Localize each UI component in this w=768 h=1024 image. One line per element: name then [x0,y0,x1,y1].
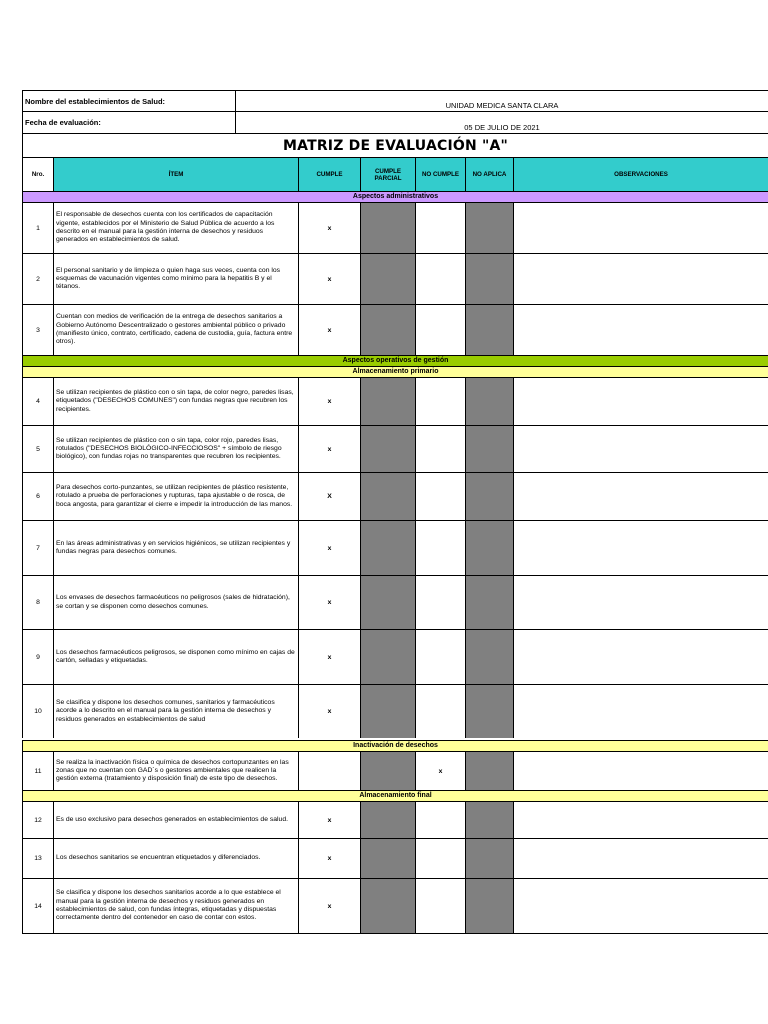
cumple-parcial-cell [361,752,416,790]
column-header [22,157,768,191]
nro-cell: 2 [23,254,54,304]
nro-cell: 12 [23,802,54,838]
observaciones-cell [514,839,768,878]
cumple-cell: x [299,839,361,878]
no-aplica-cell [466,879,514,933]
col-nro: Nro. [23,158,54,191]
cumple-cell: x [299,426,361,472]
cumple-parcial-cell [361,426,416,472]
nro-cell: 5 [23,426,54,472]
no-aplica-cell [466,839,514,878]
evaluation-matrix [22,90,768,934]
item-text: Se realiza la inactivación física o química de desechos cortopunzantes en las zonas que no cuentan con GAD´s o gestores ambientales que realicen la gestión externa (tratamiento y disposición final) de este tipo de desechos. [54,752,299,790]
item-text: Para desechos corto-punzantes, se utilizan recipientes de plástico resistente, rotulado a prueba de perforaciones y rupturas, tapa ajustable o de rosca, de boca angosta, para garantizar el cierre e impedir la introducción de las manos. [54,473,299,520]
col-observaciones: OBSERVACIONES [514,158,768,191]
section-operativos: Aspectos operativos de gestión [22,355,768,366]
no-cumple-cell [416,521,466,575]
section-inactivacion: Inactivación de desechos [22,740,768,751]
observaciones-cell [514,426,768,472]
cumple-cell: x [299,521,361,575]
table-row [22,202,768,253]
nro-cell: 7 [23,521,54,575]
no-cumple-cell [416,305,466,355]
no-aplica-cell [466,576,514,629]
cumple-parcial-cell [361,630,416,684]
cumple-cell: x [299,802,361,838]
no-cumple-cell [416,839,466,878]
item-text: Cuentan con medios de verificación de la entrega de desechos sanitarios a Gobierno Autónomo Descentralizado o gestores ambiental público o privado (manifiesto único, contrato, certificado, cadena de custodia, guía, factura entre otros). [54,305,299,355]
no-cumple-cell [416,630,466,684]
table-row [22,425,768,472]
table-row [22,575,768,629]
nro-cell: 9 [23,630,54,684]
no-aplica-cell [466,473,514,520]
no-aplica-cell [466,630,514,684]
cumple-parcial-cell [361,879,416,933]
no-aplica-cell [466,305,514,355]
no-aplica-cell [466,685,514,738]
cumple-cell: x [299,576,361,629]
section-primario: Almacenamiento primario [22,366,768,377]
table-row [22,253,768,304]
item-text: Se clasifica y dispone los desechos sanitarios acorde a lo que establece el manual para la gestión interna de desechos y residuos generados en establecimientos de salud, con fundas íntegras, etiquetadas y dispuestas correctamente dentro del contenedor en caso de contar con estos. [54,879,299,933]
observaciones-cell [514,576,768,629]
observaciones-cell [514,473,768,520]
cumple-parcial-cell [361,802,416,838]
section-final: Almacenamiento final [22,790,768,801]
item-text: En las áreas administrativas y en servicios higiénicos, se utilizan recipientes y fundas negras para desechos comunes. [54,521,299,575]
observaciones-cell [514,752,768,790]
item-text: Los desechos sanitarios se encuentran etiquetados y diferenciados. [54,839,299,878]
no-aplica-cell [466,426,514,472]
col-no-cumple: NO CUMPLE [416,158,466,191]
no-cumple-cell [416,378,466,425]
page-title: MATRIZ DE EVALUACIÓN "A" [22,133,768,157]
cumple-parcial-cell [361,521,416,575]
cumple-cell: x [299,685,361,738]
item-text: Se clasifica y dispone los desechos comunes, sanitarios y farmacéuticos acorde a lo descrito en el manual para la gestión interna de desechos y residuos generados en establecimientos de salud [54,685,299,738]
nro-cell: 10 [23,685,54,738]
nro-cell: 3 [23,305,54,355]
cumple-cell: x [299,203,361,253]
no-cumple-cell [416,473,466,520]
no-cumple-cell [416,254,466,304]
matrix-body [22,191,768,934]
date-label: Fecha de evaluación: [23,112,236,133]
cumple-cell: x [299,630,361,684]
observaciones-cell [514,802,768,838]
date-value: 05 DE JULIO DE 2021 [464,123,540,132]
table-row [22,472,768,520]
nro-cell: 6 [23,473,54,520]
no-cumple-cell [416,576,466,629]
no-aplica-cell [466,752,514,790]
no-cumple-cell [416,426,466,472]
table-row [22,304,768,355]
observaciones-cell [514,879,768,933]
observaciones-cell [514,203,768,253]
no-cumple-cell [416,879,466,933]
no-aplica-cell [466,521,514,575]
item-text: El responsable de desechos cuenta con los certificados de capacitación vigente, establecidos por el Ministerio de Salud Pública de acuerdo a los descrito en el manual para la gestión interna de desechos y residuos generados en establecimientos de salud. [54,203,299,253]
date-row [22,111,768,133]
cumple-parcial-cell [361,576,416,629]
cumple-cell: X [299,473,361,520]
table-row [22,629,768,684]
nro-cell: 14 [23,879,54,933]
no-cumple-cell: x [416,752,466,790]
cumple-parcial-cell [361,473,416,520]
cumple-cell: x [299,254,361,304]
nro-cell: 4 [23,378,54,425]
cumple-parcial-cell [361,378,416,425]
item-text: Se utilizan recipientes de plástico con o sin tapa, color rojo, paredes lisas, rotulados ("DESECHOS BIOLÓGICO-INFECCIOSOS" + símbolo de riesgo biológico), con fundas rojas no transparentes que recubren los recipientes. [54,426,299,472]
cumple-parcial-cell [361,685,416,738]
col-cumple: CUMPLE [299,158,361,191]
establishment-row [22,90,768,111]
item-text: Se utilizan recipientes de plástico con o sin tapa, de color negro, paredes lisas, etiquetados ("DESECHOS COMUNES") con fundas negras que recubren los recipientes. [54,378,299,425]
no-cumple-cell [416,802,466,838]
no-aplica-cell [466,378,514,425]
table-row [22,878,768,934]
cumple-cell: x [299,305,361,355]
observaciones-cell [514,630,768,684]
section-admin: Aspectos administrativos [22,191,768,202]
observaciones-cell [514,254,768,304]
item-text: Es de uso exclusivo para desechos generados en establecimientos de salud. [54,802,299,838]
observaciones-cell [514,521,768,575]
observaciones-cell [514,685,768,738]
establishment-label: Nombre del establecimientos de Salud: [23,91,236,111]
cumple-cell: x [299,879,361,933]
cumple-parcial-cell [361,305,416,355]
item-text: El personal sanitario y de limpieza o quien haga sus veces, cuenta con los esquemas de vacunación vigentes como mínimo para la hepatitis B y el tétanos. [54,254,299,304]
cumple-parcial-cell [361,839,416,878]
no-aplica-cell [466,203,514,253]
establishment-value: UNIDAD MEDICA SANTA CLARA [445,101,559,110]
table-row [22,684,768,738]
nro-cell: 11 [23,752,54,790]
col-no-aplica: NO APLICA [466,158,514,191]
nro-cell: 8 [23,576,54,629]
col-cumple-parcial: CUMPLE PARCIAL [361,158,416,191]
observaciones-cell [514,305,768,355]
table-row [22,377,768,425]
col-item: ÍTEM [54,158,299,191]
cumple-parcial-cell [361,203,416,253]
table-row [22,801,768,838]
no-aplica-cell [466,802,514,838]
cumple-cell [299,752,361,790]
nro-cell: 13 [23,839,54,878]
item-text: Los desechos farmacéuticos peligrosos, se disponen como mínimo en cajas de cartón, selladas y etiquetadas. [54,630,299,684]
no-cumple-cell [416,203,466,253]
table-row [22,751,768,790]
item-text: Los envases de desechos farmacéuticos no peligrosos (sales de hidratación), se cortan y se disponen como desechos comunes. [54,576,299,629]
cumple-cell: x [299,378,361,425]
nro-cell: 1 [23,203,54,253]
table-row [22,520,768,575]
no-aplica-cell [466,254,514,304]
table-row [22,838,768,878]
no-cumple-cell [416,685,466,738]
observaciones-cell [514,378,768,425]
cumple-parcial-cell [361,254,416,304]
